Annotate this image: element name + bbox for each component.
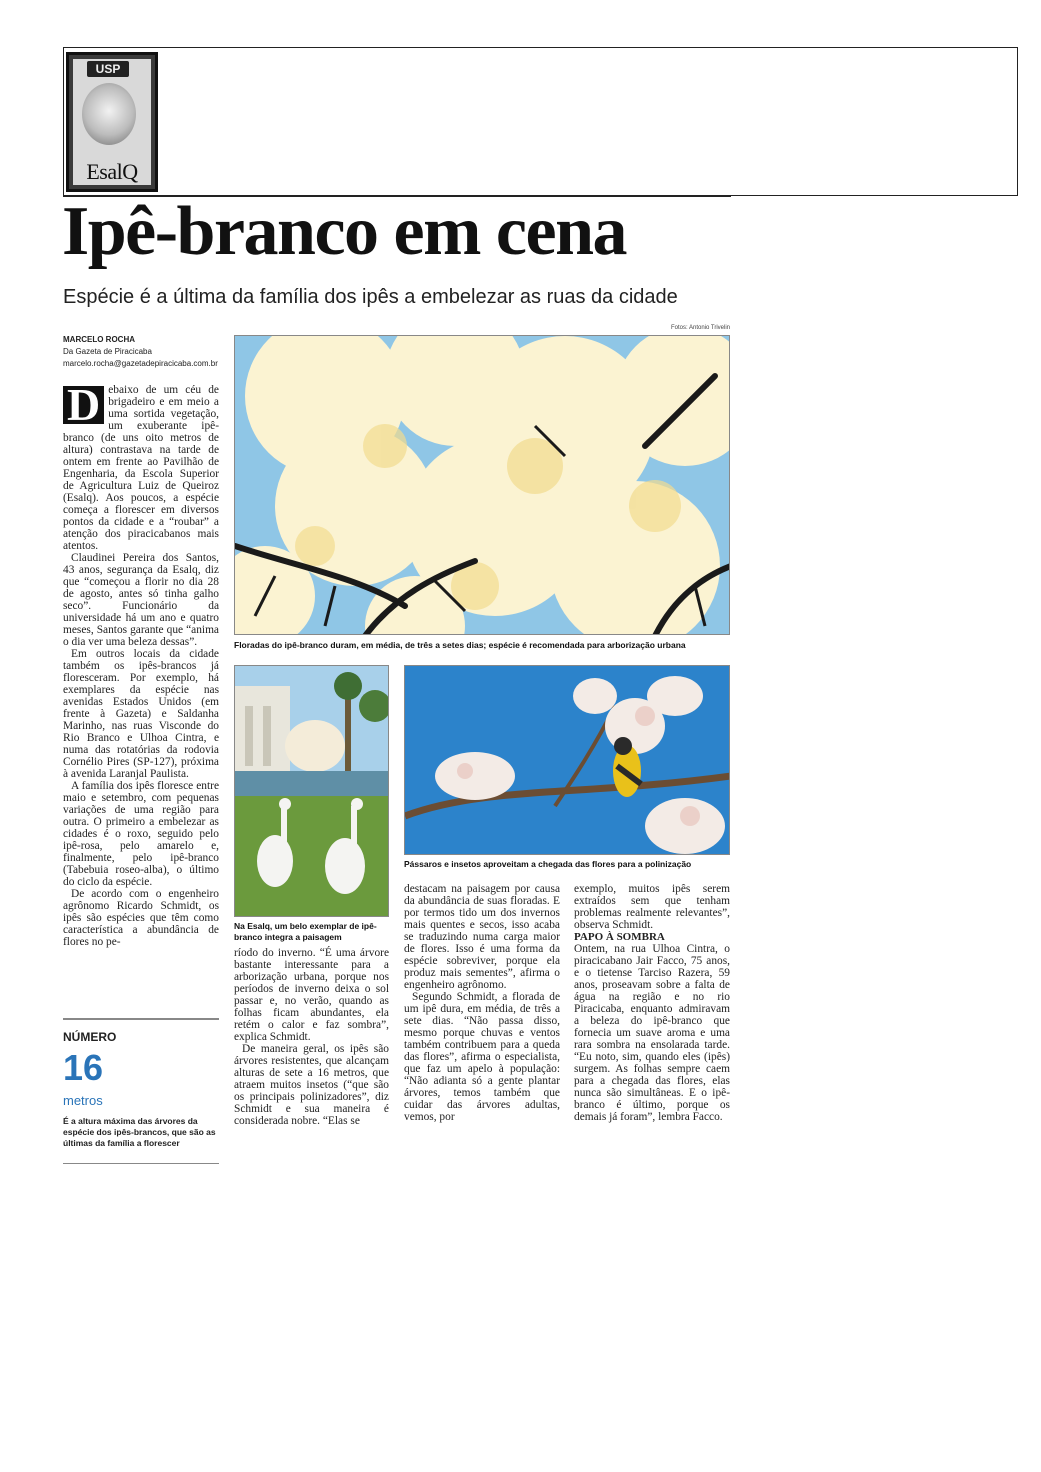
logo-esalq-text: EsalQ [86, 159, 138, 184]
caption-goose-photo: Na Esalq, um belo exemplar de ipê-branco integra a paisagem [234, 921, 377, 942]
paragraph: Segundo Schmidt, a florada de um ipê dura, em média, de três a sete dias. “Não passa disso, mesmo porque chuvas e ventos também contribuem para a queda das flores”, afirma o especialista, que faz um apelo à população: “Não adianta só a gente plantar árvores, temos também que cuidar das árvores adultas, vemos, por [404, 991, 560, 1123]
author-email: marcelo.rocha@gazetadepiracicaba.com.br [63, 359, 218, 368]
esalq-logo [66, 52, 158, 192]
section-subhead: PAPO À SOMBRA [574, 931, 665, 943]
paragraph: A família dos ipês floresce entre maio e setembro, com pequenas variações de uma região para outra. O primeiro a embelezar as cidades é o roxo, seguido pelo ipê-rosa, pelo amarelo e, finalmente, pelo ipê-branco (Tabebuia roseo-alba), o último do ciclo da espécie. [63, 780, 219, 888]
number-box-unit: metros [63, 1093, 103, 1108]
number-box-value: 16 [63, 1047, 104, 1088]
headline: Ipê-branco em cena [62, 193, 627, 270]
author-name: MARCELO ROCHA [63, 335, 135, 344]
logo-seal-icon [82, 83, 136, 145]
paragraph: De acordo com o engenheiro agrônomo Ricardo Schmidt, os ipês são espécies que têm como característica a abundância de flores no pe- [63, 888, 219, 948]
paragraph: Claudinei Pereira dos Santos, 43 anos, segurança da Esalq, diz que “começou a florir no dia 28 de agosto, antes só tinha galho seco”. Funcionário da universidade há um ano e quatro meses, Santos garante que “anima o dia ver uma beleza dessas”. [63, 552, 219, 648]
paragraph: Em outros locais da cidade também os ipês-brancos já floresceram. Por exemplo, há exemplares da espécie nas avenidas Estados Unidos (em frente à Gazeta) e Saldanha Marinho, nas ruas Visconde do Rio Branco e Ulhoa Cintra, e numa das rotatórias da rodovia Cornélio Pires (SP-127), próxima à avenida Laranjal Paulista. [63, 648, 219, 780]
article-column-1 [63, 379, 219, 948]
header-box [63, 47, 1018, 196]
article-column-3 [404, 883, 560, 1123]
paragraph: destacam na paisagem por causa da abundância de suas floradas. E por termos tido um dos invernos mais quentes e secos, isso acaba se traduzindo numa carga maior de flores. Isso é uma forma da espécie sobreviver, porque ela produz mais sementes”, afirma o engenheiro agrônomo. [404, 883, 560, 991]
article-column-2 [234, 947, 389, 1127]
paragraph: ebaixo de um céu de brigadeiro e em meio a uma sortida vegetação, um exuberante ipê-branco (de uns oito metros de altura) contrastava na tarde de ontem em frente ao Pavilhão de Engenharia, da Escola Superior de Agricultura Luiz de Queiroz (Esalq). Aos poucos, a espécie começa a florescer em diversos pontos da cidade e a “roubar” a atenção dos piracicabanos mais atentos. [63, 384, 219, 552]
photo-bird-flowers [404, 665, 730, 855]
photo-geese-esalq [234, 665, 389, 917]
paragraph: exemplo, muitos ipês serem extraídos sem que tenham problemas realmente relevantes”, observa Schmidt. [574, 883, 730, 931]
paragraph: ríodo do inverno. “É uma árvore bastante interessante para a arborização urbana, porque nos períodos de inverno deixa o sol passar e, no verão, quando as folhas ficam abundantes, ela retém o calor e faz sombra”, explica Schmidt. [234, 947, 389, 1043]
photo-ipe-branco-flowers [234, 335, 730, 635]
number-box-description: É a altura máxima das árvores da espécie dos ipês-brancos, que são as últimas da família a florescer [63, 1116, 216, 1148]
subheadline: Espécie é a última da família dos ipês a embelezar as ruas da cidade [63, 286, 678, 308]
dropcap: D [63, 386, 104, 424]
paragraph: Ontem, na rua Ulhoa Cintra, o piracicabano Jair Facco, 75 anos, e o tietense Tarciso Razera, 59 anos, proseavam sobre a falta de água na região e no rio Piracicaba, enquanto admiravam a beleza do ipê-branco que fornecia um suave aroma e uma rara sombra na ensolarada tarde. “Eu noto, sim, quando eles (ipês) surgem. As folhas sempre caem para a chegada das flores, elas nunca são simultâneas. E o ipê-branco é último, porque os demais já foram”, lembra Facco. [574, 943, 730, 1123]
logo-usp-text: USP [87, 61, 129, 77]
author-outlet: Da Gazeta de Piracicaba [63, 347, 152, 356]
caption-main-photo: Floradas do ipê-branco duram, em média, de três a setes dias; espécie é recomendada para arborização urbana [234, 640, 686, 650]
caption-bird-photo: Pássaros e insetos aproveitam a chegada das flores para a polinização [404, 859, 692, 869]
article-column-4 [574, 883, 730, 1123]
photo-credit: Fotos: Antonio Trivelin [670, 325, 730, 331]
number-box-label: NÚMERO [63, 1030, 117, 1044]
byline [63, 334, 233, 370]
paragraph: De maneira geral, os ipês são árvores resistentes, que alcançam alturas de sete a 16 metros, que atraem muitos insetos (“que são os principais polinizadores”, diz Schmidt e sua maneira é considerada nobre. “Elas se [234, 1043, 389, 1127]
